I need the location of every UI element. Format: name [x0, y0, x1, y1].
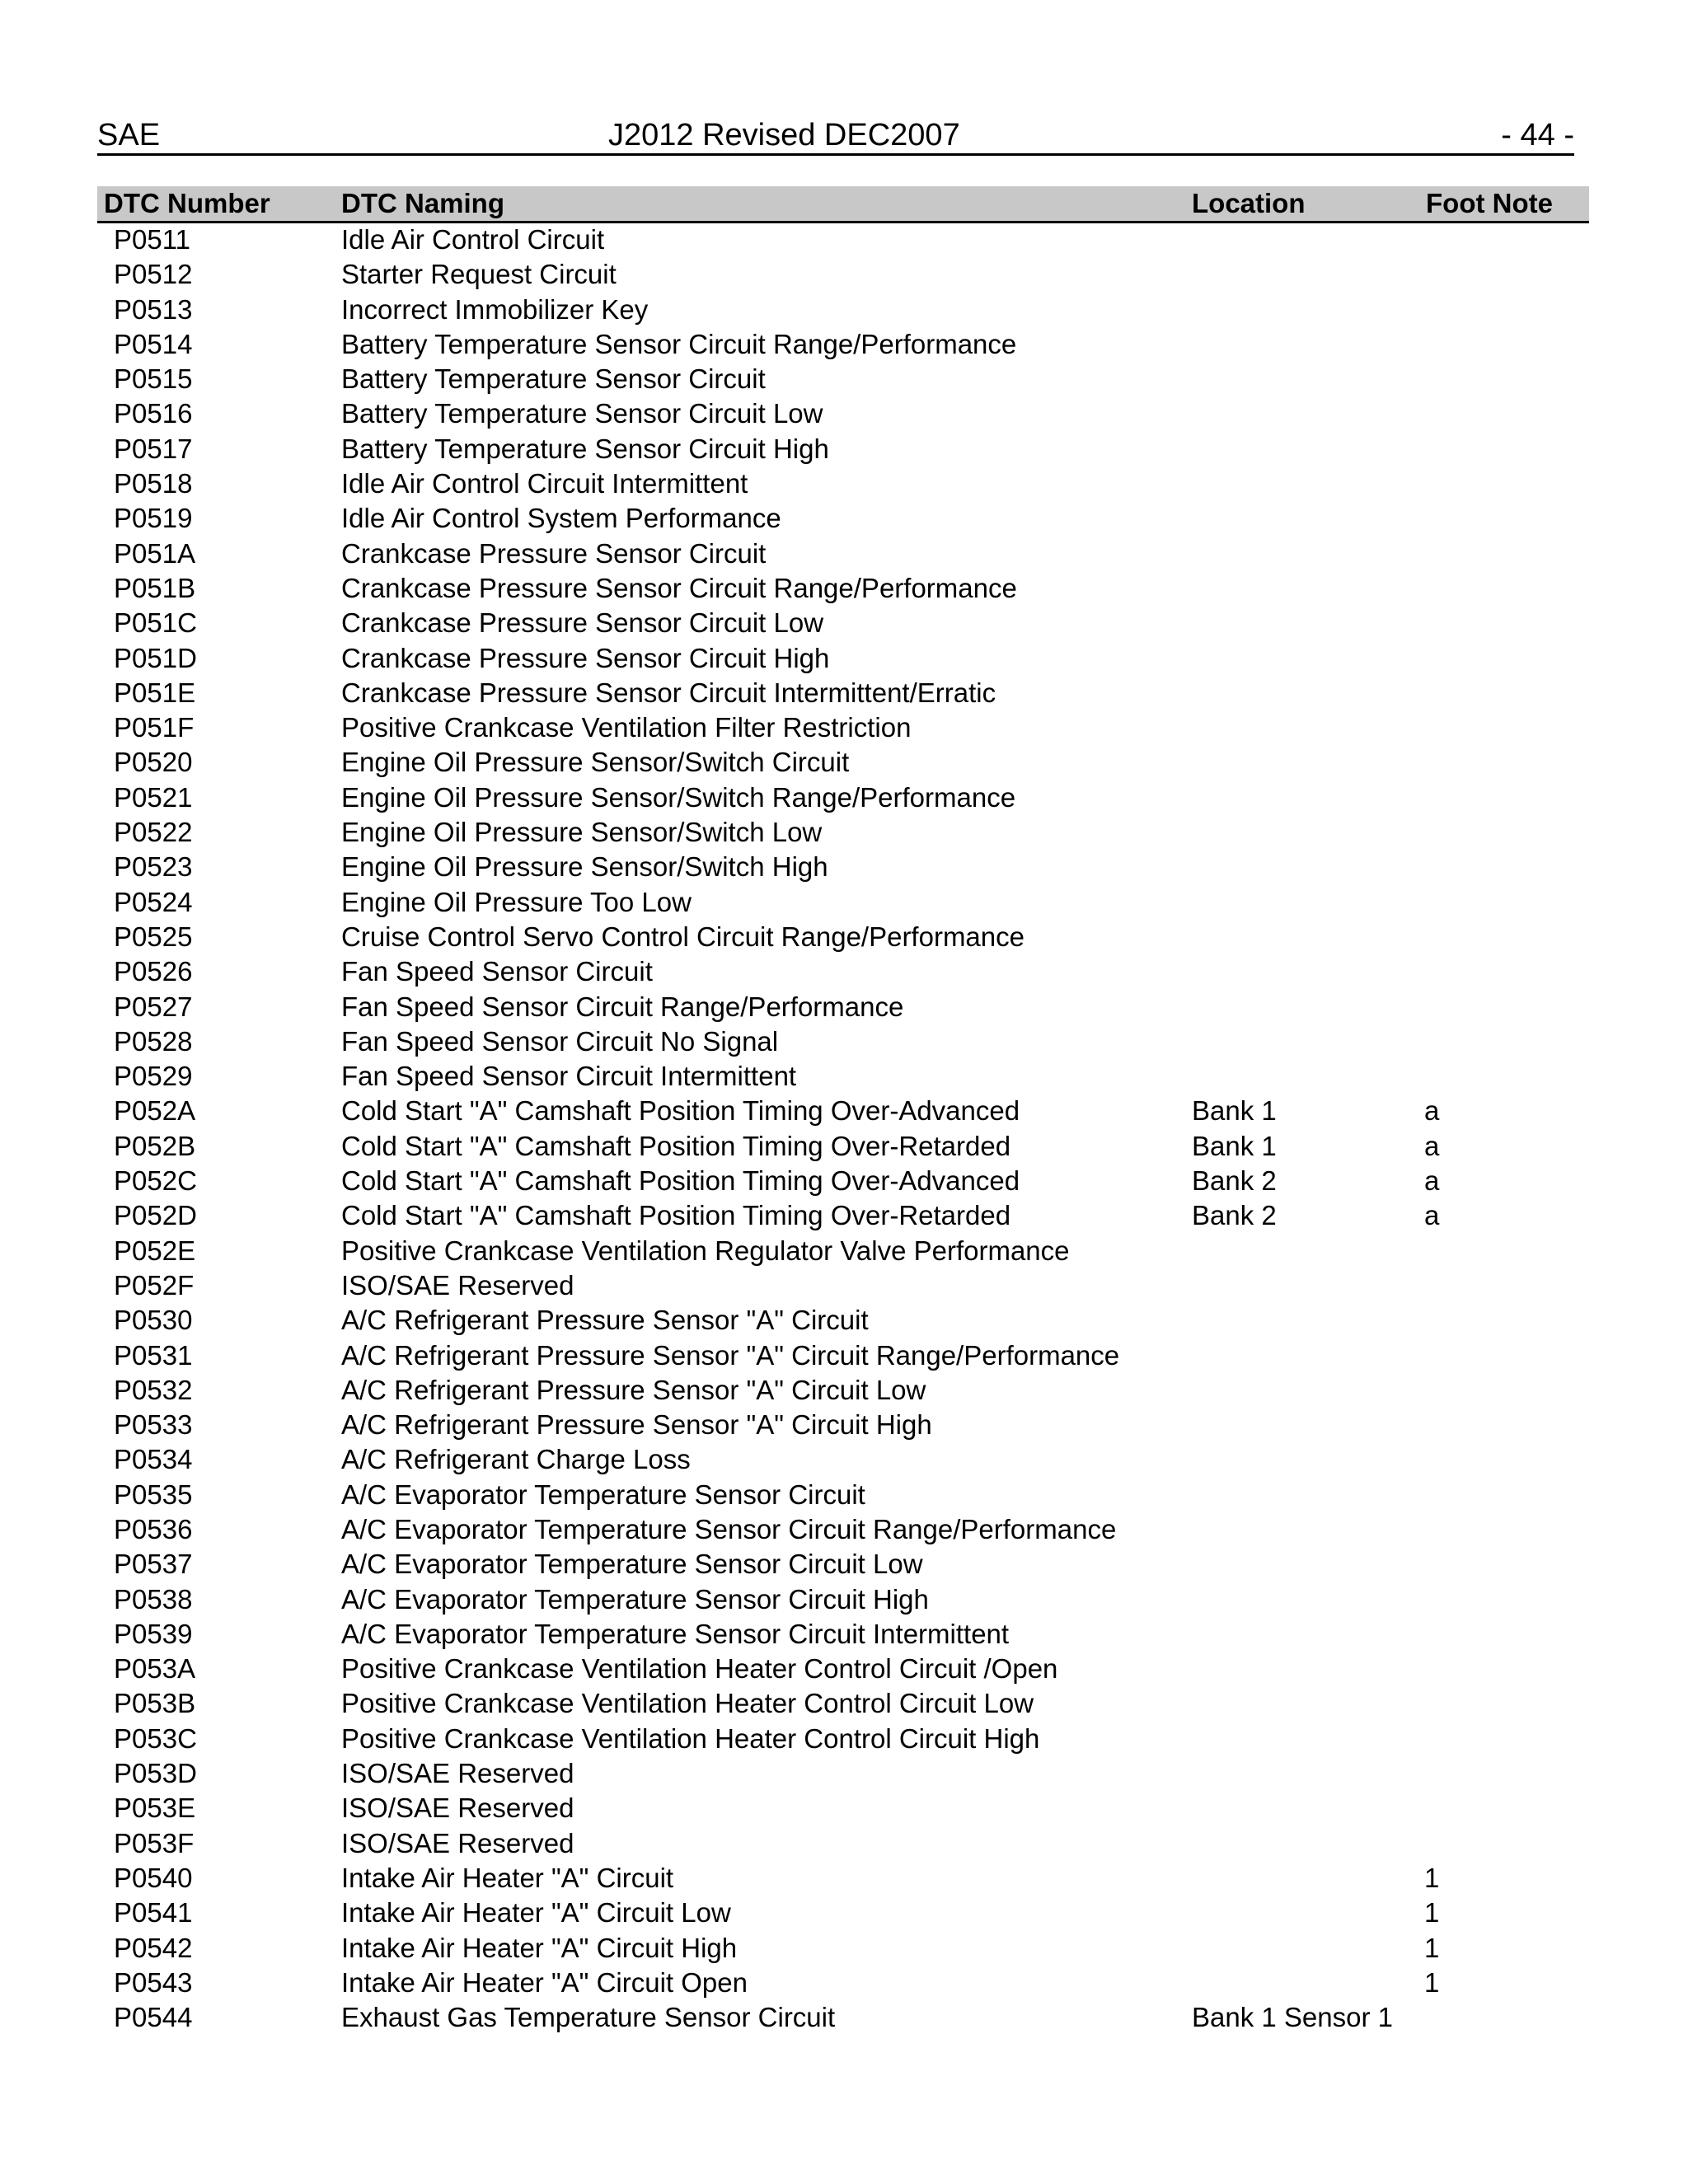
table-row	[97, 571, 1589, 606]
dtc-name: Crankcase Pressure Sensor Circuit Intermittent/Erratic	[341, 677, 996, 708]
dtc-name: ISO/SAE Reserved	[341, 1269, 574, 1301]
dtc-code: P0537	[114, 1549, 193, 1580]
table-row	[97, 501, 1589, 536]
dtc-code: P053F	[114, 1827, 195, 1858]
dtc-name: Positive Crankcase Ventilation Heater Control Circuit High	[341, 1722, 1040, 1754]
dtc-code: P053A	[114, 1653, 196, 1685]
table-row	[97, 1198, 1589, 1233]
dtc-code: P0515	[114, 363, 193, 395]
dtc-name: Fan Speed Sensor Circuit Range/Performance	[341, 991, 904, 1022]
table-row	[97, 293, 1589, 327]
dtc-name: A/C Evaporator Temperature Sensor Circuit Low	[341, 1549, 923, 1580]
table-row	[97, 537, 1589, 571]
dtc-table-body	[97, 223, 1589, 2035]
dtc-code: P0532	[114, 1374, 193, 1405]
dtc-code: P0523	[114, 851, 193, 883]
table-row	[97, 1617, 1589, 1652]
dtc-name: A/C Refrigerant Pressure Sensor "A" Circuit	[341, 1305, 869, 1336]
dtc-name: Crankcase Pressure Sensor Circuit High	[341, 642, 830, 673]
table-row	[97, 1442, 1589, 1477]
dtc-code: P052E	[114, 1235, 196, 1266]
dtc-code: P051A	[114, 537, 196, 569]
dtc-name: Idle Air Control System Performance	[341, 503, 781, 534]
dtc-name: Battery Temperature Sensor Circuit Low	[341, 398, 823, 429]
table-row	[97, 1652, 1589, 1686]
dtc-code: P052D	[114, 1200, 197, 1231]
table-row	[97, 1129, 1589, 1164]
dtc-foot-note: a	[1424, 1165, 1440, 1197]
dtc-name: Fan Speed Sensor Circuit No Signal	[341, 1025, 779, 1057]
dtc-code: P0520	[114, 747, 193, 778]
dtc-code: P051C	[114, 607, 197, 639]
table-row	[97, 745, 1589, 780]
dtc-name: Positive Crankcase Ventilation Filter Restriction	[341, 712, 912, 743]
table-row	[97, 1094, 1589, 1128]
dtc-code: P0516	[114, 398, 193, 429]
dtc-name: Fan Speed Sensor Circuit Intermittent	[341, 1061, 797, 1092]
dtc-name: A/C Refrigerant Pressure Sensor "A" Circuit Range/Performance	[341, 1339, 1120, 1371]
dtc-code: P0518	[114, 468, 193, 499]
dtc-code: P0513	[114, 293, 193, 325]
dtc-name: A/C Refrigerant Pressure Sensor "A" Circuit High	[341, 1409, 932, 1441]
dtc-code: P0540	[114, 1862, 193, 1893]
dtc-name: Cold Start "A" Camshaft Position Timing Over-Retarded	[341, 1200, 1011, 1231]
column-header-foot-note: Foot Note	[1426, 188, 1553, 218]
dtc-code: P051B	[114, 572, 196, 603]
dtc-code: P053D	[114, 1758, 197, 1789]
header-org: SAE	[97, 118, 161, 152]
dtc-code: P051D	[114, 642, 197, 673]
table-row	[97, 223, 1589, 257]
dtc-code: P052F	[114, 1269, 195, 1301]
table-row	[97, 1338, 1589, 1373]
dtc-name: Engine Oil Pressure Sensor/Switch Circuit	[341, 747, 850, 778]
header-page-number: - 44 -	[1501, 118, 1574, 152]
dtc-location: Bank 1	[1192, 1130, 1277, 1161]
table-row	[97, 1686, 1589, 1721]
table-row	[97, 1791, 1589, 1825]
dtc-name: A/C Evaporator Temperature Sensor Circuit High	[341, 1583, 929, 1615]
dtc-foot-note: a	[1424, 1130, 1440, 1161]
dtc-name: Intake Air Heater "A" Circuit High	[341, 1932, 738, 1963]
dtc-code: P052B	[114, 1130, 196, 1161]
table-row	[97, 1826, 1589, 1861]
dtc-code: P0511	[114, 224, 190, 255]
table-row	[97, 1756, 1589, 1791]
dtc-name: Crankcase Pressure Sensor Circuit Range/Performance	[341, 572, 1017, 603]
table-row	[97, 1234, 1589, 1268]
dtc-foot-note: a	[1424, 1095, 1440, 1127]
dtc-name: ISO/SAE Reserved	[341, 1793, 574, 1824]
dtc-name: Cold Start "A" Camshaft Position Timing Over-Retarded	[341, 1130, 1011, 1161]
dtc-code: P053B	[114, 1688, 196, 1719]
dtc-code: P0536	[114, 1513, 193, 1544]
dtc-name: Idle Air Control Circuit Intermittent	[341, 468, 748, 499]
dtc-location: Bank 1 Sensor 1	[1192, 2002, 1393, 2033]
dtc-name: Battery Temperature Sensor Circuit	[341, 363, 766, 395]
table-row	[97, 362, 1589, 396]
dtc-code: P0517	[114, 433, 193, 464]
dtc-code: P0514	[114, 328, 193, 359]
table-row	[97, 1268, 1589, 1303]
dtc-code: P0539	[114, 1618, 193, 1649]
dtc-name: A/C Evaporator Temperature Sensor Circuit	[341, 1479, 865, 1510]
dtc-name: Intake Air Heater "A" Circuit Low	[341, 1897, 731, 1929]
table-row	[97, 1373, 1589, 1408]
dtc-name: Cruise Control Servo Control Circuit Range/Performance	[341, 921, 1025, 952]
dtc-code: P0528	[114, 1025, 193, 1057]
table-row	[97, 780, 1589, 815]
dtc-code: P0524	[114, 886, 193, 917]
dtc-code: P0538	[114, 1583, 193, 1615]
dtc-name: A/C Refrigerant Charge Loss	[341, 1444, 691, 1475]
table-row	[97, 954, 1589, 989]
dtc-foot-note: 1	[1424, 1897, 1440, 1929]
dtc-code: P052C	[114, 1165, 197, 1197]
table-row	[97, 1547, 1589, 1582]
dtc-name: Intake Air Heater "A" Circuit Open	[341, 1966, 748, 1998]
dtc-code: P0521	[114, 781, 193, 813]
dtc-name: Cold Start "A" Camshaft Position Timing Over-Advanced	[341, 1165, 1020, 1197]
dtc-code: P0530	[114, 1305, 193, 1336]
dtc-code: P0526	[114, 956, 193, 987]
dtc-foot-note: 1	[1424, 1862, 1440, 1893]
table-row	[97, 1861, 1589, 1896]
table-row	[97, 990, 1589, 1024]
dtc-code: P053E	[114, 1793, 196, 1824]
table-row	[97, 1303, 1589, 1338]
table-row	[97, 1408, 1589, 1442]
table-row	[97, 432, 1589, 466]
page-header	[97, 117, 1574, 156]
dtc-code: P051F	[114, 712, 195, 743]
dtc-name: Engine Oil Pressure Sensor/Switch Low	[341, 817, 823, 848]
table-row	[97, 676, 1589, 710]
dtc-code: P0535	[114, 1479, 193, 1510]
dtc-foot-note: 1	[1424, 1932, 1440, 1963]
dtc-name: A/C Refrigerant Pressure Sensor "A" Circuit Low	[341, 1374, 926, 1405]
dtc-code: P0533	[114, 1409, 193, 1441]
dtc-name: Exhaust Gas Temperature Sensor Circuit	[341, 2002, 836, 2033]
table-row	[97, 1966, 1589, 2000]
dtc-name: Engine Oil Pressure Too Low	[341, 886, 692, 917]
dtc-name: Positive Crankcase Ventilation Regulator Valve Performance	[341, 1235, 1070, 1266]
dtc-name: Battery Temperature Sensor Circuit High	[341, 433, 829, 464]
dtc-code: P0541	[114, 1897, 193, 1929]
dtc-name: Positive Crankcase Ventilation Heater Control Circuit Low	[341, 1688, 1034, 1719]
dtc-name: Crankcase Pressure Sensor Circuit Low	[341, 607, 824, 639]
dtc-name: ISO/SAE Reserved	[341, 1758, 574, 1789]
table-row	[97, 885, 1589, 920]
dtc-name: ISO/SAE Reserved	[341, 1827, 574, 1858]
table-row	[97, 1059, 1589, 1094]
dtc-foot-note: a	[1424, 1200, 1440, 1231]
dtc-code: P0531	[114, 1339, 193, 1371]
table-row	[97, 815, 1589, 850]
header-document-id: J2012 Revised DEC2007	[608, 118, 960, 152]
table-row	[97, 396, 1589, 431]
table-row	[97, 257, 1589, 292]
column-header-dtc-number: DTC Number	[104, 188, 270, 218]
table-row	[97, 1512, 1589, 1547]
table-row	[97, 327, 1589, 362]
table-row	[97, 1582, 1589, 1617]
table-row	[97, 606, 1589, 640]
dtc-code: P0529	[114, 1061, 193, 1092]
table-row	[97, 1722, 1589, 1756]
column-header-dtc-naming: DTC Naming	[341, 188, 504, 218]
dtc-code: P0522	[114, 817, 193, 848]
dtc-code: P0519	[114, 503, 193, 534]
dtc-name: Crankcase Pressure Sensor Circuit	[341, 537, 767, 569]
table-row	[97, 1931, 1589, 1966]
dtc-location: Bank 1	[1192, 1095, 1277, 1127]
table-header	[97, 186, 1589, 223]
dtc-name: Starter Request Circuit	[341, 259, 617, 290]
table-row	[97, 2000, 1589, 2035]
dtc-code: P051E	[114, 677, 196, 708]
table-row	[97, 1478, 1589, 1512]
dtc-name: Positive Crankcase Ventilation Heater Control Circuit /Open	[341, 1653, 1058, 1685]
dtc-code: P0534	[114, 1444, 193, 1475]
table-row	[97, 1164, 1589, 1198]
dtc-code: P0542	[114, 1932, 193, 1963]
dtc-code: P053C	[114, 1722, 197, 1754]
dtc-code: P0512	[114, 259, 193, 290]
dtc-name: Idle Air Control Circuit	[341, 224, 605, 255]
dtc-name: Intake Air Heater "A" Circuit	[341, 1862, 674, 1893]
dtc-name: A/C Evaporator Temperature Sensor Circuit Intermittent	[341, 1618, 1010, 1649]
dtc-name: Fan Speed Sensor Circuit	[341, 956, 653, 987]
dtc-name: Battery Temperature Sensor Circuit Range/Performance	[341, 328, 1017, 359]
dtc-name: Engine Oil Pressure Sensor/Switch Range/Performance	[341, 781, 1016, 813]
dtc-name: Incorrect Immobilizer Key	[341, 293, 649, 325]
table-row	[97, 1896, 1589, 1930]
table-row	[97, 641, 1589, 676]
dtc-location: Bank 2	[1192, 1200, 1277, 1231]
dtc-code: P0543	[114, 1966, 193, 1998]
dtc-name: A/C Evaporator Temperature Sensor Circuit Range/Performance	[341, 1513, 1117, 1544]
table-row	[97, 1024, 1589, 1059]
dtc-foot-note: 1	[1424, 1966, 1440, 1998]
dtc-code: P052A	[114, 1095, 196, 1127]
table-row	[97, 466, 1589, 501]
dtc-code: P0527	[114, 991, 193, 1022]
dtc-name: Cold Start "A" Camshaft Position Timing Over-Advanced	[341, 1095, 1020, 1127]
dtc-location: Bank 2	[1192, 1165, 1277, 1197]
table-row	[97, 920, 1589, 954]
table-row	[97, 710, 1589, 745]
table-row	[97, 850, 1589, 884]
dtc-code: P0544	[114, 2002, 193, 2033]
dtc-code: P0525	[114, 921, 193, 952]
column-header-location: Location	[1192, 188, 1306, 218]
dtc-name: Engine Oil Pressure Sensor/Switch High	[341, 851, 828, 883]
